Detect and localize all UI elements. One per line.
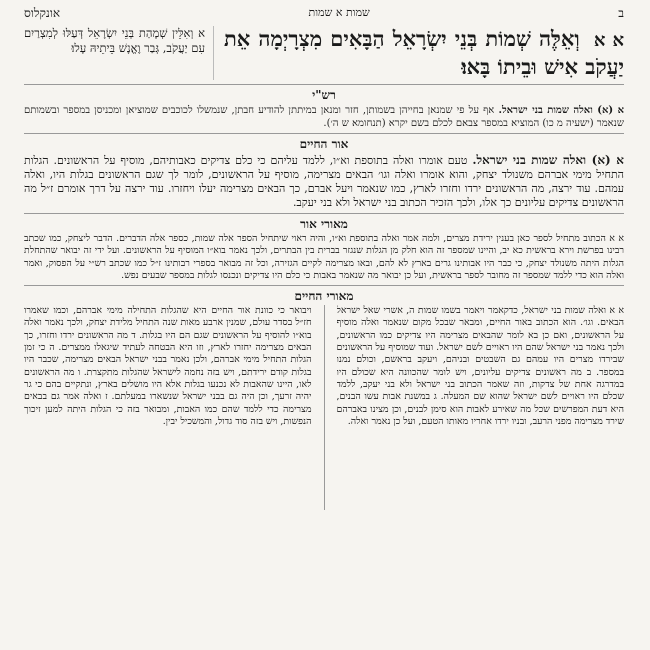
meorei-ohr-heading: מאורי אור [300, 217, 348, 231]
meorei-ohr-commentary: א א הכתוב מתחיל לספר כאן בענין ירידת מצרים, ולמה אמר ואלה בתוספת וא״ו, והיה ראוי שיתחיל הספר אלה שמות, כספר אלה הדברים. הדבר ליצחק, כמו שכתב רבינו בפרשת וירא בראשית כא יב, והיינו שמספר זה הוא חלק מן הגלות שנגזר בברית בין הבתרים, ולכך נאמר בוא״ו המוסיף על הראשונים. ועל ידי זה יבואר שהתחלת הגלות היתה משנולד יצחק, כי כבר היו אבותינו גרים בארץ לא להם, ובאו מצרימה לקיים הגזירה, וכל זה מבואר בספרי רבותינו ז״ל כמו שכתב רש״י על הפסוק, ואמר ואלה הוא כדי ללמד שמספר זה מחובר לספר בראשית, ועל כן יבואר מה שנאמר באבות כי כלם היו צדיקים ונכנסו לגלות במספר שבעים נפש. [24, 233, 624, 286]
running-head [24, 6, 624, 20]
onkelos-translation: א וְאִלֵּין שְׁמָהַת בְּנֵי יִשְׂרָאֵל דְּעַלּוּ לְמִצְרַיִם עִם יַעֲקֹב, גְּבַר וֶאֱנָשׁ בֵּיתֵיהּ עָלוּ׃ [24, 26, 214, 80]
verse-number: א א [593, 30, 625, 51]
rashi-heading: רש"י [312, 88, 336, 102]
meorei-hachaim-left-column: ויבואר כי כוונת אור החיים היא שהגלות התחילה מימי אברהם, וכמו שאמרו חז״ל בסדר עולם, שמנין ארבע מאות שנה התחיל מלידת יצחק, ולכך נאמר ואלה בוא״ו להוסיף על הראשונים שגם הם היו בגלות. ד מה הראשונים ירדו וחזרו, כך הבאים מצרימה יחזרו לארץ, וזו היא הבטחה לעתיד שיגאלו ממצרים. ה כי זמן הגלות התחיל מימי אברהם, ולכן נאמר בבני ישראל הבאים מצרימה, שכבר היו בגלות קודם ירידתם, ויש בזה נחמה לישראל שהגלות מתקצרת. ו מה הראשונים לאו, היינו שהאבות לא נכנעו בגלות אלא היו מושלים בארץ, ונתקיים בהם כי גר יהיה זרעך, וכן היה גם בבני ישראל שנשארו במעלתם. ז ואלה אמר גם בבאים מצרימה כדי ללמד שהם כמו האבות, ומבואר בזה כי הגלות היתה למען זיכוך הנפשות, ויש בזה סוד גדול, והמשכיל יבין. [24, 305, 312, 427]
rashi-body: אף על פי שמנאן בחייהן בשמותן, חזר ומנאן במיתתן להודיע חבתן, שנמשלו לכוכבים שמוציאן ומכניסן במספר ובשמותם שנאמר (ישעיה מ כו) המוציא במספר צבאם לכלם בשם יקרא (תנחומא ש ה׳). [24, 105, 624, 129]
book-parsha-title: שמות א שמות [308, 6, 370, 19]
rashi-commentary [24, 104, 624, 134]
commentary-label: אונקלוס [24, 6, 61, 20]
ohr-hachaim-lemma: א (א) ואלה שמות בני ישראל. [472, 153, 624, 167]
column-divider [324, 305, 325, 510]
meorei-hachaim-heading: מאורי החיים [294, 289, 354, 304]
torah-verse [224, 26, 624, 80]
meorei-hachaim-columns [24, 305, 624, 510]
verse-text: וְאֵלֶּה שְׁמוֹת בְּנֵי יִשְׂרָאֵל הַבָּאִים מִצְרָיְמָה אֵת יַעֲקֹב אִישׁ וּבֵיתוֹ בָּאוּ׃ [224, 26, 624, 79]
ohr-hachaim-heading: אור החיים [299, 137, 349, 151]
torah-block [24, 26, 624, 85]
ohr-hachaim-body: טעם אומרו ואלה בתוספת וא״ו, ללמד עליהם כי כלם צדיקים כאבותיהם, מוסיף על הראשונים. הגלות התחיל מימי אברהם משנולד יצחק, והוא אומרו ואלה וגו׳ הבאים מצרימה, מוסיף על הראשונים, לומר לך שגם הראשונים בגלות היו, ואלה עמהם. עוד ירצה, מה הראשונים ירדו וחזרו לארץ, כמו שנאמר ויעל אברם, כך הבאים מצרימה יעלו ויחזרו. עוד ירצה על דרך אומרם ז״ל מה הראשונים צדיקים עליונים כך אלו, ולכך הזכיר הכתוב בני ישראל ולא בני יעקב. [24, 154, 624, 209]
meorei-hachaim-right-column: א א ואלה שמות בני ישראל, כדקאמר ויאמר בשמו שמות ה, אשרי שאל ישראל הבאים. וגו׳. הוא הכתוב באור החיים, ומבאר שבכל מקום שנאמר ואלה מוסיף על הראשונים, ואם כן בא לומר שהבאים מצרימה היו צדיקים כמו הראשונים, ולכך נאמר בני ישראל שהם היו ראויים לשם ישראל. ועוד שמוסיף על הראשונים שבירדו מצרים היו עמהם גם השבטים ובניהם, ויעקב בראשם, וכולם נמנו במספר. ב מה ראשונים צדיקים עליונים, ויש לומר שהכוונה היא שכולם היו במדרגה אחת של צדקות, וזה שאמר הכתוב בני ישראל ולא בני יעקב, ללמד שכלם היו ראויים לשם ישראל שהוא שם המעלה. ג במשנת אבות עשו הבנים, היא דעת המפרשים שכל מה שאירע לאבות הוא סימן לבנים, וכן מצינו באברהם שירד מצרימה מפני הרעב, ובניו ירדו אחריו מאותו הטעם, ועל כן נאמר ואלה. [336, 305, 624, 427]
ohr-hachaim-commentary [24, 153, 624, 214]
rashi-lemma: א (א) ואלה שמות בני ישראל. [498, 105, 624, 116]
page-letter: ב [618, 6, 624, 20]
